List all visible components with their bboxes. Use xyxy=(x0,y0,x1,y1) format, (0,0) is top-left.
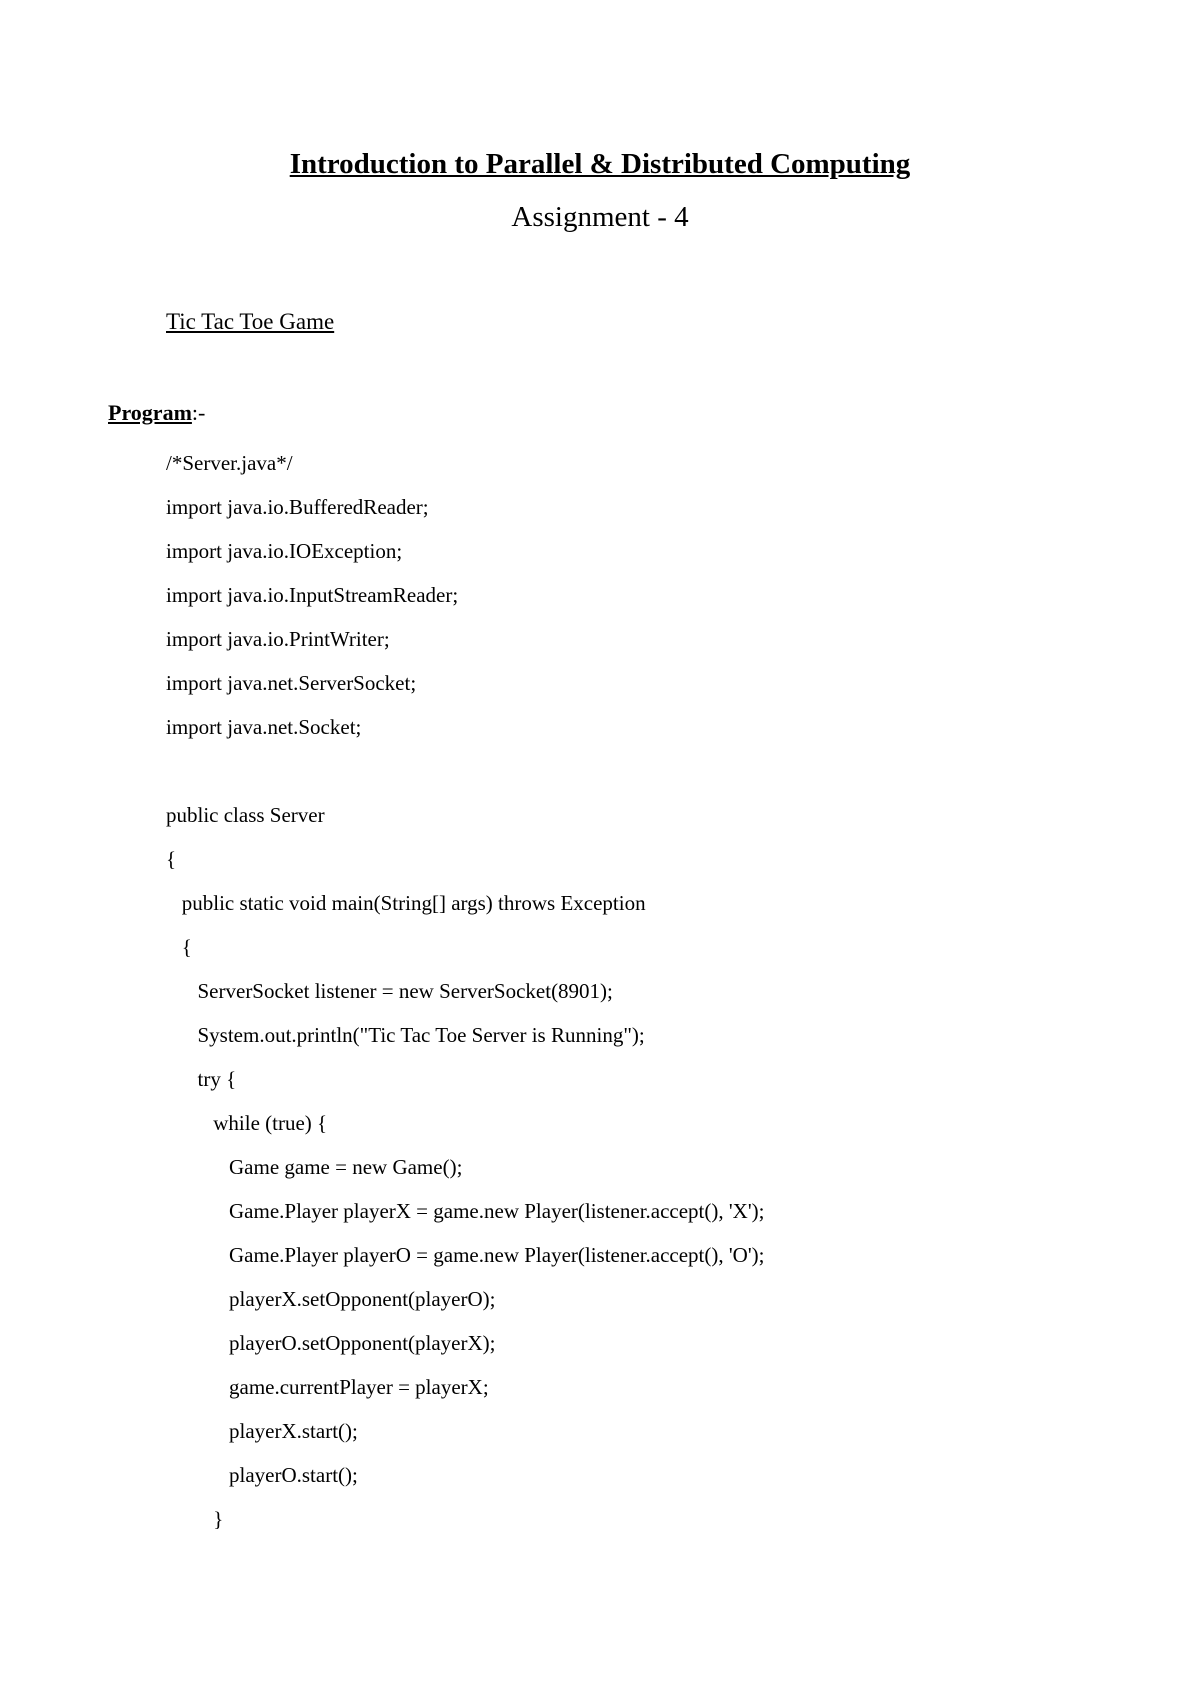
code-line: ServerSocket listener = new ServerSocket(8901); xyxy=(166,979,613,1003)
program-label xyxy=(108,398,205,428)
section-heading: Tic Tac Toe Game xyxy=(166,309,335,334)
code-line: playerO.start(); xyxy=(166,1463,358,1487)
program-label-suffix: :- xyxy=(191,400,206,425)
code-line: Game.Player playerO = game.new Player(listener.accept(), 'O'); xyxy=(166,1243,765,1267)
document-title-text: Introduction to Parallel & Distributed Computing xyxy=(289,148,911,180)
code-line: public static void main(String[] args) throws Exception xyxy=(166,891,646,915)
code-line: playerX.setOpponent(playerO); xyxy=(166,1287,496,1311)
code-line: import java.io.BufferedReader; xyxy=(166,495,429,519)
code-line: Game game = new Game(); xyxy=(166,1155,463,1179)
code-line: playerX.start(); xyxy=(166,1419,358,1443)
program-label-text: Program xyxy=(108,400,192,425)
code-line: try { xyxy=(166,1067,237,1091)
code-line xyxy=(166,749,764,793)
code-line: import java.net.Socket; xyxy=(166,715,362,739)
code-line: } xyxy=(166,1507,224,1531)
code-line: import java.io.PrintWriter; xyxy=(166,627,390,651)
document-title xyxy=(0,146,1200,182)
code-line: game.currentPlayer = playerX; xyxy=(166,1375,489,1399)
code-line: /*Server.java*/ xyxy=(166,451,293,475)
code-block xyxy=(166,441,764,1541)
code-line: { xyxy=(166,935,192,959)
code-line: System.out.println("Tic Tac Toe Server is Running"); xyxy=(166,1023,645,1047)
code-line: { xyxy=(166,847,177,871)
code-line: public class Server xyxy=(166,803,325,827)
code-line: Game.Player playerX = game.new Player(listener.accept(), 'X'); xyxy=(166,1199,765,1223)
code-line: import java.io.IOException; xyxy=(166,539,403,563)
code-line: playerO.setOpponent(playerX); xyxy=(166,1331,496,1355)
document-subtitle: Assignment - 4 xyxy=(511,201,689,233)
code-line: while (true) { xyxy=(166,1111,328,1135)
code-line: import java.io.InputStreamReader; xyxy=(166,583,459,607)
code-line: import java.net.ServerSocket; xyxy=(166,671,417,695)
